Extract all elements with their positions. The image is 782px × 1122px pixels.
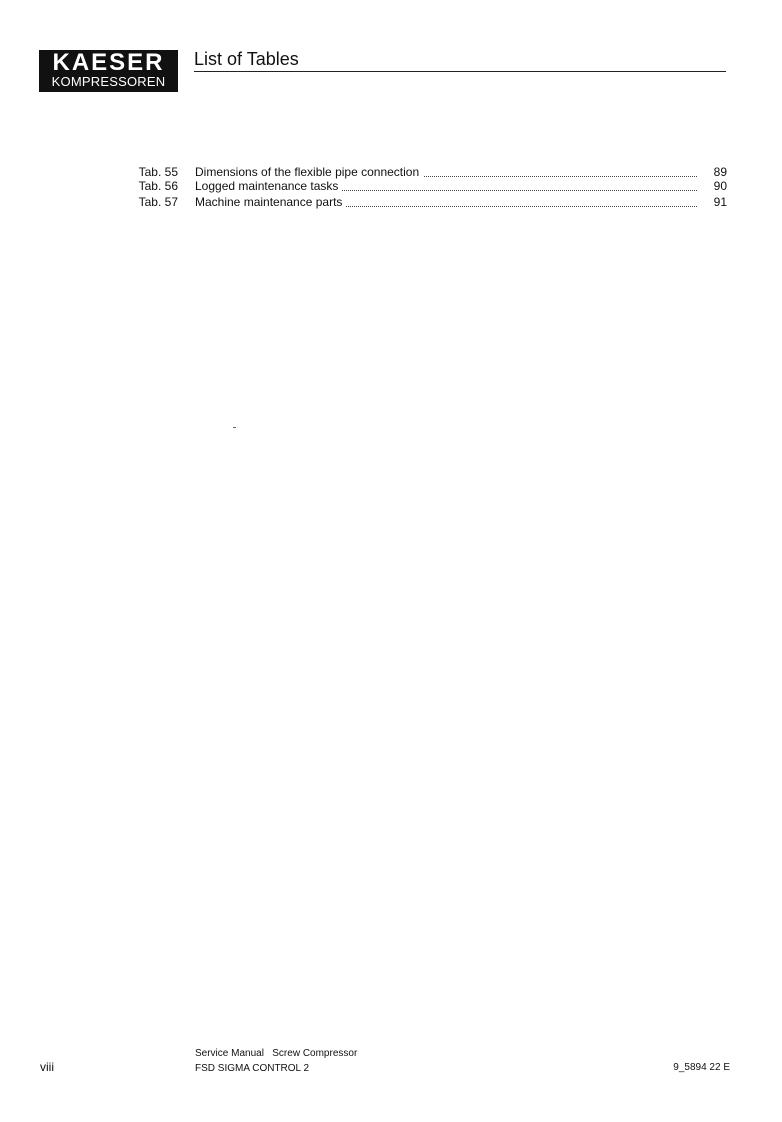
page-reference: 89 [713, 165, 727, 179]
table-title: Machine maintenance parts [195, 195, 346, 209]
page-reference: 91 [713, 195, 727, 209]
footer-manual-info [195, 1046, 357, 1076]
logo-wordmark: KAESER [52, 49, 165, 76]
scan-speck [233, 427, 236, 428]
table-number: Tab. 55 [138, 165, 178, 179]
footer-page-number: viii [40, 1060, 54, 1074]
footer-doc-number: 9_5894 22 E [673, 1062, 730, 1073]
page-title: List of Tables [194, 49, 299, 69]
footer-model-line: FSD SIGMA CONTROL 2 [195, 1063, 310, 1074]
table-number: Tab. 57 [138, 195, 178, 209]
kaeser-logo [39, 50, 178, 92]
table-list-entry[interactable] [0, 193, 782, 211]
page-reference: 90 [713, 179, 727, 193]
footer-manual-line: Service Manual Screw Compressor [195, 1048, 358, 1059]
table-title: Dimensions of the flexible pipe connection [195, 165, 423, 179]
table-title-leader [195, 193, 697, 211]
table-title: Logged maintenance tasks [195, 179, 342, 193]
logo-subtitle: KOMPRESSOREN [51, 74, 166, 89]
title-rule [194, 71, 726, 72]
table-number: Tab. 56 [138, 179, 178, 193]
